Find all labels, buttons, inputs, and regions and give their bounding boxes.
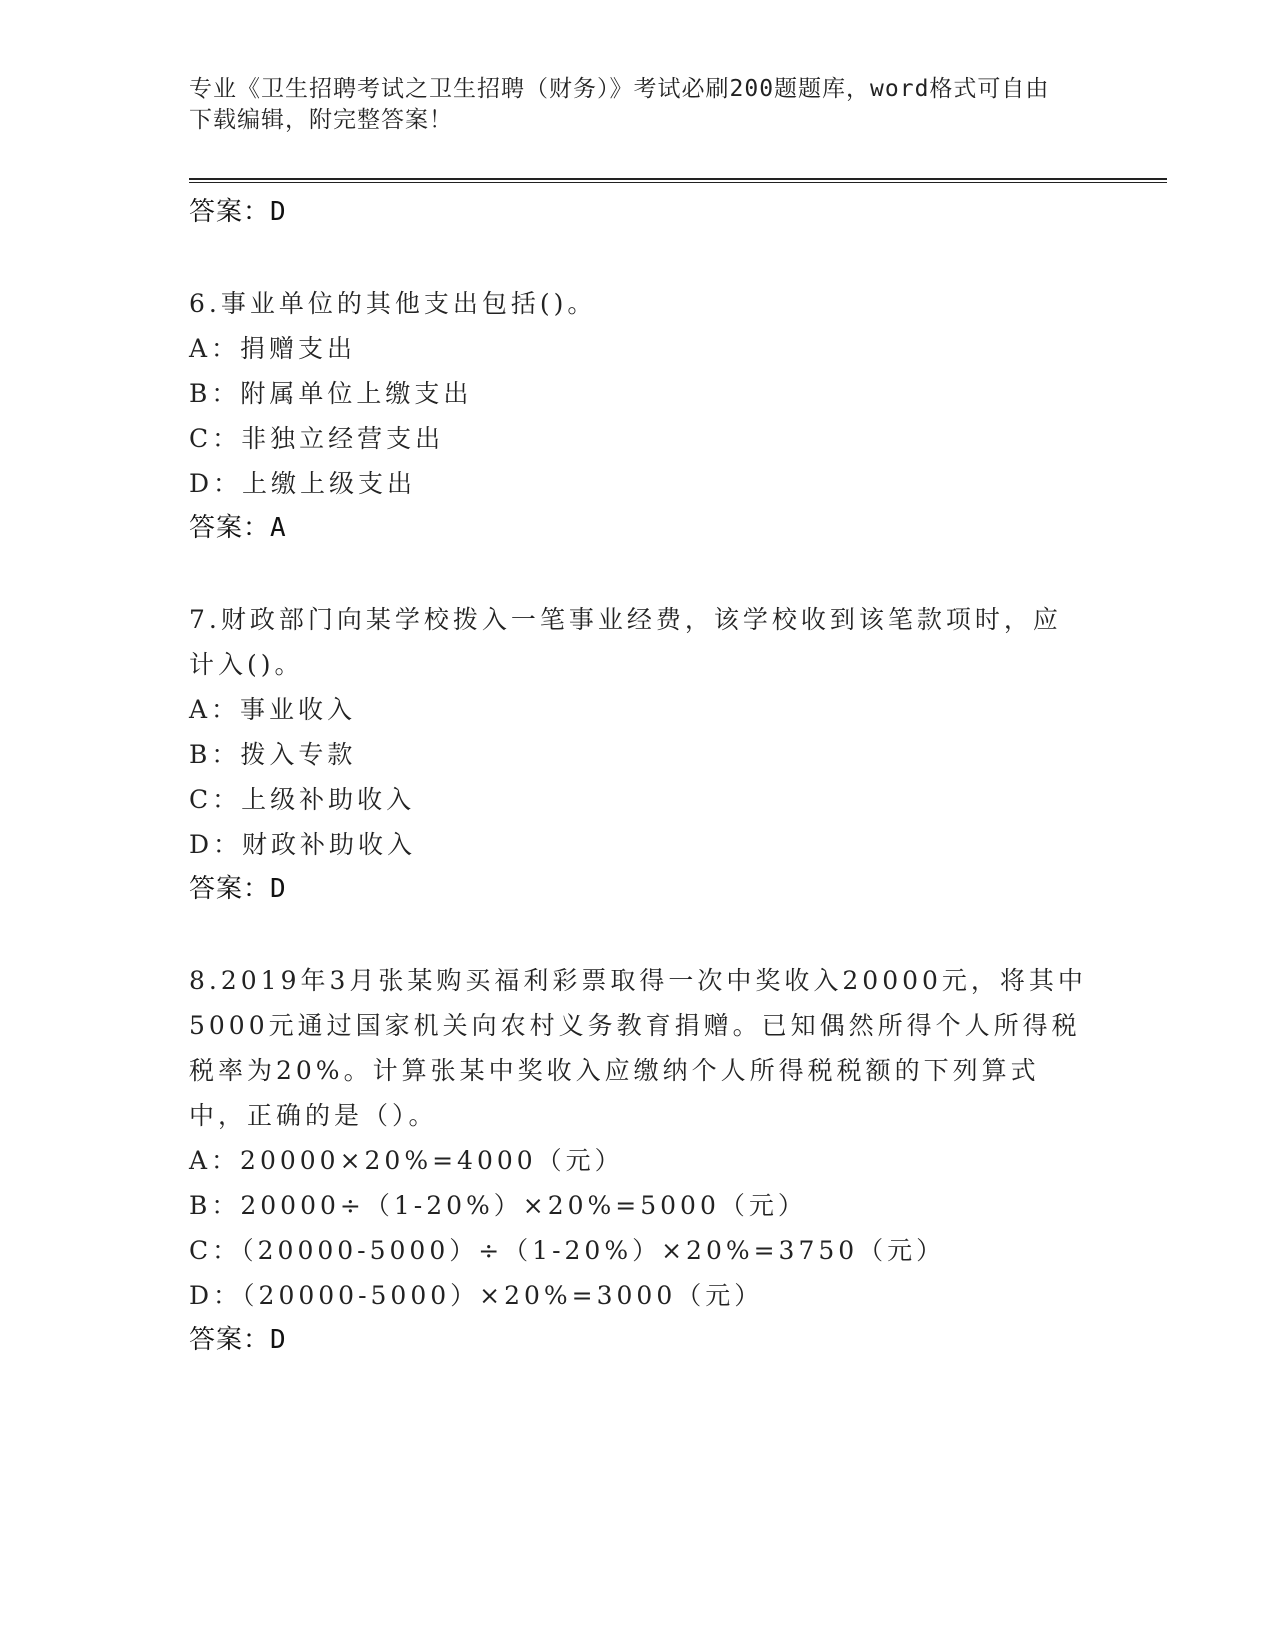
answer-line: [189, 867, 1089, 912]
page-header: 专业《卫生招聘考试之卫生招聘（财务）》考试必刷200题题库，word格式可自由下载编辑，附完整答案！: [189, 76, 1050, 133]
answer-value: D: [270, 197, 287, 227]
spacer: [189, 551, 1089, 597]
question-list: [189, 190, 1089, 1363]
option-c: C：上级补助收入: [189, 785, 416, 814]
question-block-8: [189, 958, 1089, 1363]
option-d: D：财政补助收入: [189, 830, 417, 859]
option-b: B：拨入专款: [189, 740, 357, 769]
answer-value: A: [270, 513, 287, 543]
question-stem: 8.2019年3月张某购买福利彩票取得一次中奖收入20000元，将其中5000元通过国家机关向农村义务教育捐赠。已知偶然所得个人所得税税率为20%。计算张某中奖收入应缴纳个人所得税税额的下列算式中，正确的是（）。: [189, 966, 1087, 1130]
answer-label: 答案：: [189, 513, 271, 543]
option-a: A：20000×20%=4000（元）: [189, 1146, 624, 1175]
question-block-6: [189, 281, 1089, 551]
option-d: D：（20000-5000）×20%=3000（元）: [189, 1281, 764, 1310]
option-c: C：（20000-5000）÷（1-20%）×20%=3750（元）: [189, 1236, 946, 1265]
answer-value: D: [270, 1325, 287, 1355]
spacer: [189, 912, 1089, 958]
question-block-7: [189, 597, 1089, 912]
question-stem: 6.事业单位的其他支出包括()。: [189, 289, 597, 318]
answer-label: 答案：: [189, 1325, 271, 1355]
answer-line-q5: [189, 190, 1089, 235]
option-a: A：捐赠支出: [189, 334, 357, 363]
answer-label: 答案：: [189, 874, 271, 904]
answer-label: 答案：: [189, 197, 271, 227]
answer-value: D: [270, 874, 287, 904]
answer-line: [189, 1318, 1089, 1363]
spacer: [189, 235, 1089, 281]
header-divider: [189, 178, 1167, 183]
answer-line: [189, 506, 1089, 551]
option-a: A：事业收入: [189, 695, 357, 724]
option-d: D：上缴上级支出: [189, 469, 417, 498]
option-c: C：非独立经营支出: [189, 424, 445, 453]
option-b: B：20000÷（1-20%）×20%=5000（元）: [189, 1191, 807, 1220]
option-b: B：附属单位上缴支出: [189, 379, 473, 408]
question-stem: 7.财政部门向某学校拨入一笔事业经费，该学校收到该笔款项时，应计入()。: [189, 605, 1062, 679]
